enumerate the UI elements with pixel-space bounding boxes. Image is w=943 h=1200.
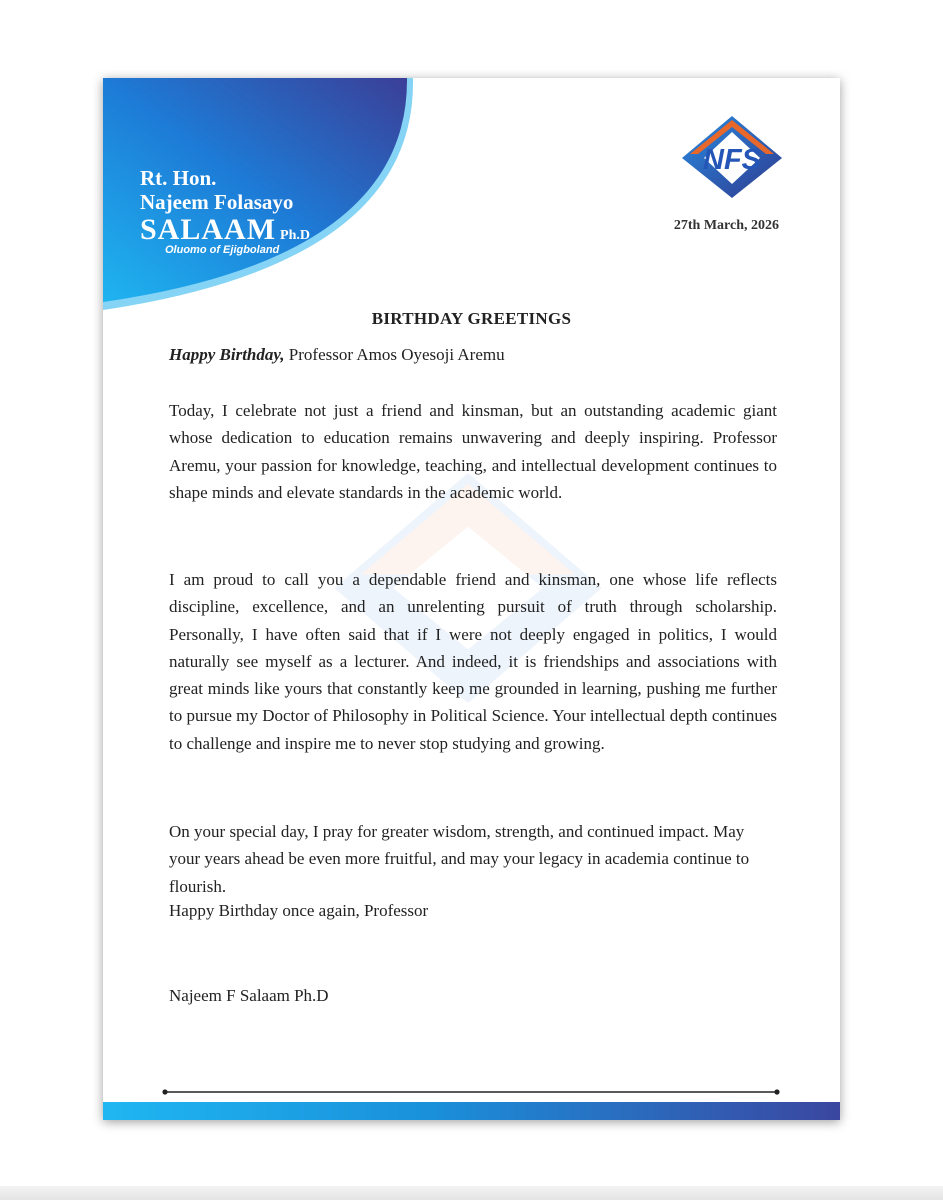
header-honorific: Rt. Hon. — [140, 166, 217, 190]
recipient-name: Professor Amos Oyesoji Aremu — [288, 345, 505, 364]
footer-rule — [161, 1088, 781, 1096]
salutation — [169, 345, 779, 365]
header-surname: SALAAM — [140, 213, 277, 246]
salutation-lead: Happy Birthday, — [169, 345, 285, 364]
logo-text: NFS — [703, 144, 761, 176]
header-degree: Ph.D — [280, 228, 310, 243]
body-paragraph-1: Today, I celebrate not just a friend and kinsman, but an outstanding academic giant whose dedication to education remains unwavering and deeply inspiring. Professor Aremu, your passion for knowledge, teaching, and intellectual development continues to shape minds and elevate standards in the academic world. — [169, 401, 777, 502]
footer-bar — [103, 1102, 840, 1120]
letter-title: BIRTHDAY GREETINGS — [371, 309, 572, 328]
signature: Najeem F Salaam Ph.D — [169, 986, 329, 1005]
background-bottom-band — [0, 1186, 943, 1200]
header-title: Oluomo of Ejigboland — [165, 244, 280, 256]
body-paragraph-2: I am proud to call you a dependable friend and kinsman, one whose life reflects discipline, excellence, and an unrelenting pursuit of truth through scholarship. Personally, I have often said that if I were not deeply engaged in politics, I would naturally see myself as a lecturer. And indeed, it is friendships and associations with great minds like yours that constantly keep me grounded in learning, pushing me further to pursue my Doctor of Philosophy in Political Science. Your intellectual depth continues to challenge and inspire me to never stop studying and growing. — [169, 570, 777, 753]
letterhead-page — [103, 78, 840, 1120]
nfs-logo — [680, 114, 784, 200]
body-paragraph-3: On your special day, I pray for greater wisdom, strength, and continued impact. May your years ahead be even more fruitful, and may your legacy in academia continue to flourish. — [169, 822, 750, 896]
closing-line: Happy Birthday once again, Professor — [169, 901, 429, 920]
letter-date: 27th March, 2026 — [673, 218, 779, 233]
header-given-names: Najeem Folasayo — [140, 190, 294, 214]
